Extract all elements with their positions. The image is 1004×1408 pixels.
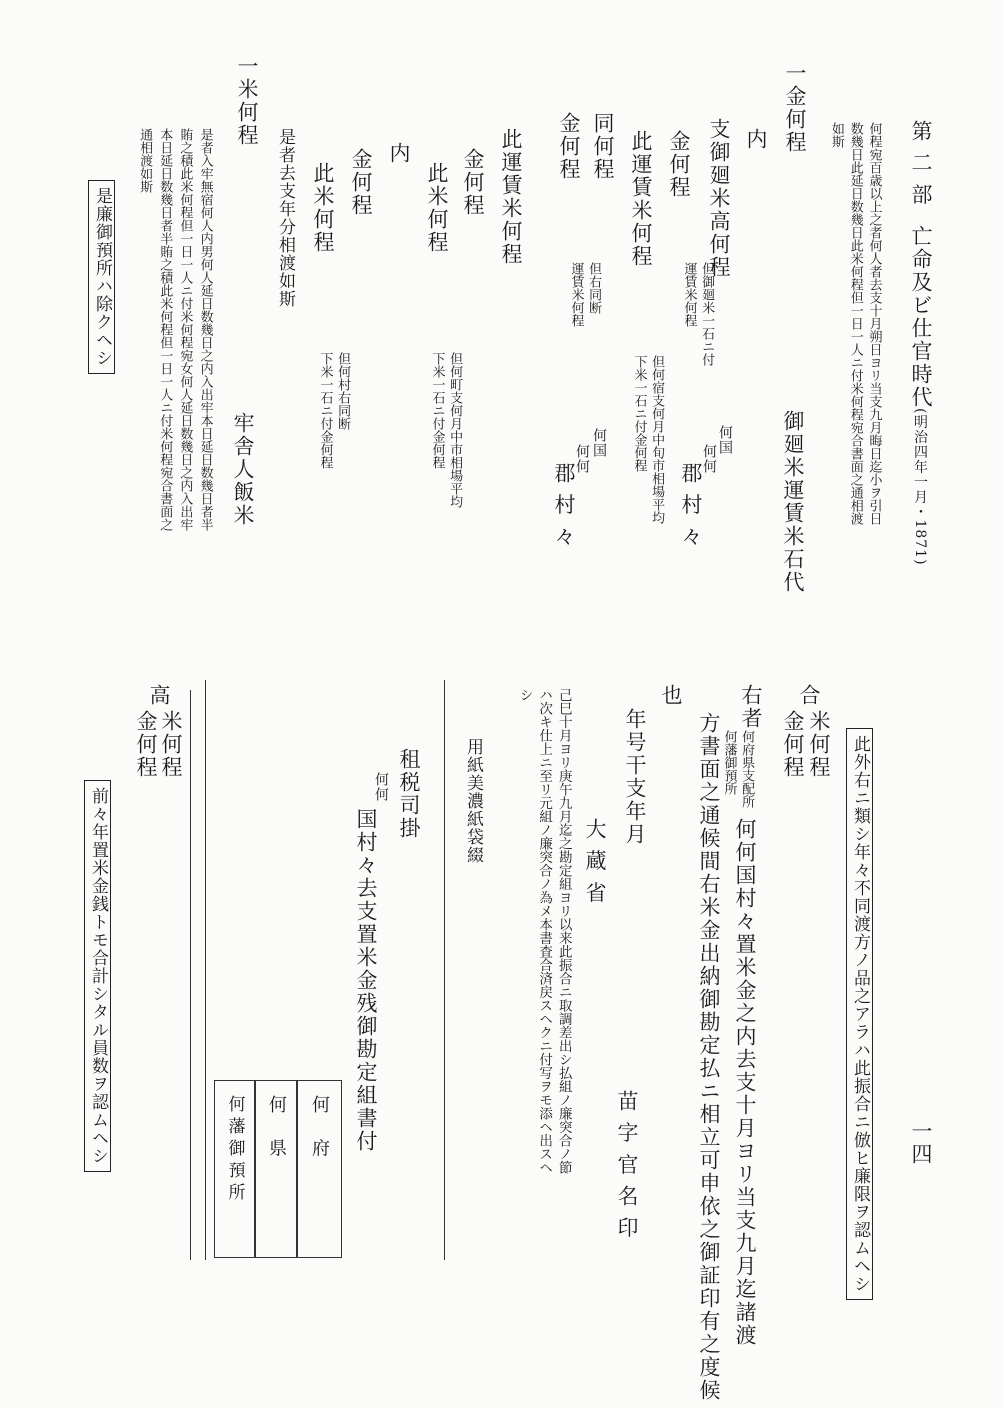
- kome-text: 是者入牢無宿何人内男何人延日数幾日之内入出牢本日延日数幾日者半 賄之積此米何程但一日一人ニ付米何程宛女何人延日数幾日之内入出牢 本日延日数幾日者半賄之積此米何程但一日一人ニ付米何程宛合書面之 通相渡如斯: [137, 128, 213, 531]
- part-label: 第 二 部: [909, 120, 933, 207]
- migi-sub: 何府県支配所 何藩御預所: [721, 730, 755, 808]
- page-number: 一四: [909, 1120, 933, 1166]
- cell-ken: 何 県: [254, 1080, 298, 1258]
- go-kin: 金何程: [781, 710, 805, 779]
- slip-text: 国村々去支置米金残御勘定組書付: [354, 808, 378, 1153]
- sub1-note: 但御廻米一石ニ付 運賃米何程: [681, 262, 715, 366]
- slip-edge-line: [190, 690, 191, 1260]
- sub3-place-a: 何国: [591, 428, 607, 458]
- sub2-label: 金何程: [667, 130, 691, 199]
- sub3-place-c: 郡 村 々: [552, 462, 576, 549]
- cell-fu: 何 府: [296, 1080, 342, 1258]
- taka-kome: 米何程: [159, 710, 183, 779]
- ookura: 大 蔵 省: [583, 818, 607, 905]
- sub1-label: 支御廻米高何程: [707, 118, 731, 279]
- kome-label: 一米何程: [235, 55, 259, 147]
- uchi-2: 内: [387, 142, 411, 165]
- fine-text: 己巳十月ヨリ庚午九月迄之勘定組ヨリ以来此振合ニ取調差出シ払組ノ廉突合ノ節 ハ次キ仕上ニ至リ元組ノ廉突合ノ為メ本書査合済戻スヘクニ付写ヲモ添ヘ出スヘ シ: [516, 688, 572, 1174]
- kin-nanihodo-1: 一金何程: [783, 62, 807, 154]
- migi-text3: 也: [659, 684, 683, 707]
- sub4-sub: 此米何程: [425, 162, 449, 254]
- sub3-label: 同何程: [591, 112, 615, 181]
- taka-kin: 金何程: [134, 710, 158, 779]
- sub4-kin: 金何程: [461, 148, 485, 217]
- left-box: 前々年置米金銭トモ合計シタル員数ヲ認ムヘシ: [84, 780, 111, 1172]
- sub5-note: 但何村右同断 下米一石ニ付金何程: [317, 352, 351, 469]
- slip-title: 租税司掛: [397, 748, 421, 840]
- sub4-note: 但何町支何月中市相場平均 下米一石ニ付金何程: [429, 352, 463, 508]
- paper-note: 用紙美濃紙袋綴: [463, 738, 483, 864]
- sub2-sub: 此運賃米何程: [629, 130, 653, 268]
- cell-han: 何藩御預所: [214, 1080, 256, 1258]
- go-kome: 米何程: [807, 710, 831, 779]
- sub2-note: 但何宿支何月中旬市相場平均 下米一石ニ付金何程: [631, 355, 665, 524]
- right-box: 此外右ニ類シ年々不同渡方ノ品之アラハ此振合ニ倣ヒ廉限ヲ認ムヘシ: [846, 728, 873, 1300]
- migi-text: 何何国村々置米金之内去支十月ヨリ当支九月迄諸渡: [733, 818, 757, 1347]
- date-label: (明治四年一月・1871): [912, 408, 928, 566]
- kome-title: 牢舎人飯米: [231, 412, 255, 527]
- sub1-place-c: 郡 村 々: [679, 462, 703, 549]
- nengo: 年号干支年月: [623, 708, 647, 846]
- taka-label: 高: [147, 684, 171, 707]
- sub3-kin: 金何程: [557, 112, 581, 181]
- sub3-note: 但右同断 運賃米何程: [568, 262, 602, 327]
- slip-sub: 何何: [373, 772, 389, 802]
- sub1-place-b: 何何: [701, 444, 717, 474]
- migi-text2: 方書面之通候間右米金出納御勘定払ニ相立可申依之御証印有之度候: [697, 712, 721, 1402]
- intro-text: 何程宛百歳以上之者何人者去支十月朔日ヨリ当支九月晦日迄小ヲ引日 数幾日此延日数幾日此米何程但一日一人ニ付米何程宛合書面之通相渡 如斯: [828, 122, 882, 525]
- signature: 苗 字 官 名 印: [615, 1090, 639, 1240]
- kin-title: 御廻米運賃米石代: [781, 410, 805, 594]
- go-label: 合: [797, 684, 821, 707]
- uchi-1: 内: [744, 128, 768, 151]
- sub5-tail: 是者去支年分相渡如斯: [275, 128, 295, 308]
- sub5-sub: 此米何程: [311, 162, 335, 254]
- section-title: 亡命及ビ仕官時代: [909, 225, 933, 409]
- kome-box: 是廉御預所ハ除クヘシ: [88, 180, 115, 374]
- sub3-place-b: 何何: [574, 444, 590, 474]
- sub1-place-a: 何国: [717, 425, 733, 455]
- sub4-label: 此運賃米何程: [499, 128, 523, 266]
- sub5-kin: 金何程: [349, 148, 373, 217]
- migi-label: 右者: [739, 684, 763, 730]
